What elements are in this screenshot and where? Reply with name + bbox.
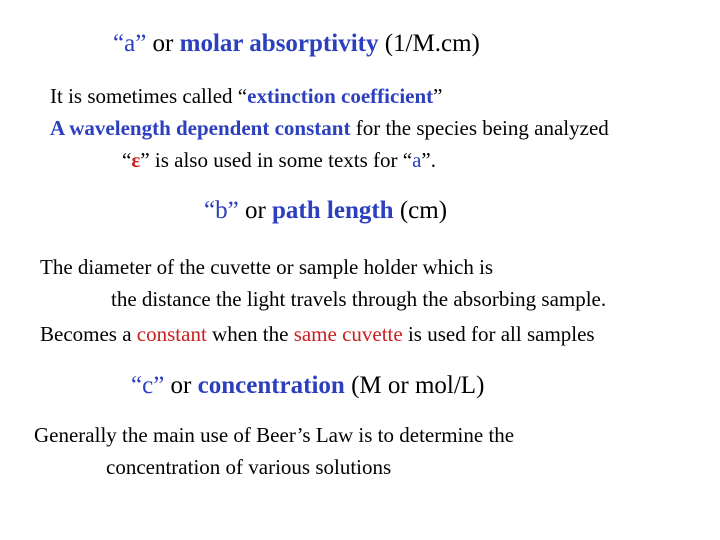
- text-term: extinction coefficient: [247, 84, 434, 108]
- heading-connector: or: [164, 372, 198, 399]
- text-segment: Becomes a: [40, 322, 137, 346]
- text-segment: The diameter of the cuvette or sample holder which is: [40, 255, 494, 279]
- text-line-constant: [40, 322, 595, 347]
- heading-units: (cm): [393, 197, 448, 224]
- text-segment: for the species being analyzed: [350, 116, 609, 140]
- text-term: same cuvette: [293, 322, 403, 346]
- text-line-extinction: [50, 84, 442, 109]
- heading-units: (1/M.cm): [378, 30, 480, 57]
- text-segment: ” is also used in some texts for “: [140, 148, 413, 172]
- text-line-diameter: [40, 255, 493, 280]
- text-segment: is used for all samples: [402, 322, 595, 346]
- heading-term: path length: [272, 197, 394, 224]
- heading-connector: or: [146, 30, 180, 57]
- text-segment: when the: [206, 322, 294, 346]
- heading-molar-absorptivity: [113, 30, 480, 58]
- text-term: A wavelength dependent constant: [50, 116, 351, 140]
- text-line-wavelength: [50, 116, 609, 141]
- heading-path-length: [204, 197, 447, 225]
- heading-symbol-c: “c”: [131, 372, 165, 399]
- text-line-distance: [111, 287, 606, 312]
- text-segment: the distance the light travels through the absorbing sample.: [111, 287, 607, 311]
- text-line-solutions: [106, 455, 391, 480]
- heading-symbol-b: “b”: [204, 197, 239, 224]
- text-segment: ”: [433, 84, 443, 108]
- text-segment: “: [122, 148, 132, 172]
- text-term: constant: [136, 322, 207, 346]
- text-line-epsilon: [122, 148, 436, 173]
- heading-symbol-a: “a”: [113, 30, 147, 57]
- heading-connector: or: [238, 197, 273, 224]
- heading-term: molar absorptivity: [179, 30, 379, 57]
- text-segment: ”.: [421, 148, 436, 172]
- text-line-beers-law: [34, 423, 514, 448]
- text-segment: concentration of various solutions: [106, 455, 392, 479]
- text-segment: It is sometimes called “: [50, 84, 248, 108]
- text-symbol-a: a: [412, 148, 422, 172]
- heading-term: concentration: [197, 372, 345, 399]
- text-segment: Generally the main use of Beer’s Law is to determine the: [34, 423, 515, 447]
- heading-units: (M or mol/L): [344, 372, 485, 399]
- heading-concentration: [131, 372, 484, 400]
- epsilon-symbol: ε: [131, 148, 141, 172]
